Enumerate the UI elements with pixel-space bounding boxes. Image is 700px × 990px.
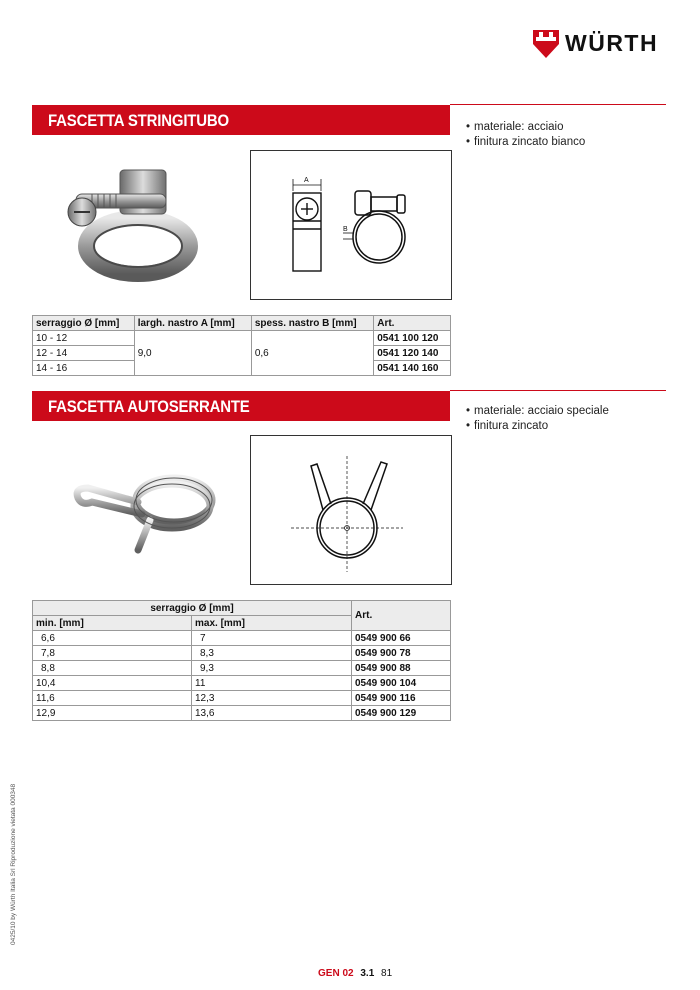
section-header-autoserrante <box>32 391 450 421</box>
min-cell: 8,8 <box>33 661 192 676</box>
max-cell: 9,3 <box>192 661 352 676</box>
wurth-logo-mark-icon <box>531 28 561 60</box>
technical-drawing-stringitubo <box>250 150 452 300</box>
table-header-row <box>33 601 451 616</box>
max-cell: 7 <box>192 631 352 646</box>
table-header-row <box>33 316 451 331</box>
wurth-logo <box>531 28 671 62</box>
product-photo-autoserrante <box>68 458 228 568</box>
product-photo-stringitubo <box>62 150 212 290</box>
min-cell: 7,8 <box>33 646 192 661</box>
thickness-b-cell: 0,6 <box>251 331 373 376</box>
features-list <box>466 120 585 150</box>
svg-text:A: A <box>304 177 309 184</box>
copyright-note: 0425/10 by Würth Italia Srl Riproduzione vietata 000348 <box>10 783 17 945</box>
table-row <box>33 631 451 646</box>
art-cell: 0549 900 88 <box>352 661 451 676</box>
section-title: FASCETTA STRINGITUBO <box>48 111 229 130</box>
feature-item: • finitura zincato <box>466 420 549 432</box>
feature-item: • materiale: acciaio speciale <box>466 405 609 417</box>
section-title: FASCETTA AUTOSERRANTE <box>48 397 250 416</box>
art-cell: 0549 900 78 <box>352 646 451 661</box>
table-row <box>33 706 451 721</box>
min-cell: 12,9 <box>33 706 192 721</box>
svg-text:B: B <box>343 226 348 233</box>
max-cell: 11 <box>192 676 352 691</box>
art-cell: 0541 140 160 <box>374 361 451 376</box>
column-header: max. [mm] <box>192 616 352 631</box>
section-header-stringitubo <box>32 105 450 135</box>
width-a-cell: 9,0 <box>134 331 251 376</box>
art-cell: 0549 900 116 <box>352 691 451 706</box>
page-number: 81 <box>381 968 393 979</box>
max-cell: 13,6 <box>192 706 352 721</box>
min-cell: 6,6 <box>33 631 192 646</box>
min-cell: 10,4 <box>33 676 192 691</box>
autoserrante-spec-table <box>32 600 451 721</box>
brand-name: WÜRTH <box>565 30 659 56</box>
art-cell: 0541 100 120 <box>374 331 451 346</box>
column-header: Art. <box>374 316 451 331</box>
feature-item: • finitura zincato bianco <box>466 136 586 148</box>
art-cell: 0541 120 140 <box>374 346 451 361</box>
table-row <box>33 331 451 346</box>
features-list <box>466 404 609 434</box>
table-row <box>33 691 451 706</box>
range-cell: 10 - 12 <box>33 331 135 346</box>
column-header: Art. <box>352 601 451 631</box>
column-header: largh. nastro A [mm] <box>134 316 251 331</box>
max-cell: 8,3 <box>192 646 352 661</box>
section-divider <box>450 390 666 391</box>
table-row <box>33 661 451 676</box>
page-footer <box>318 968 392 979</box>
spring-clamp-drawing-icon <box>251 436 451 584</box>
table-row <box>33 676 451 691</box>
technical-drawing-autoserrante <box>250 435 452 585</box>
spring-clamp-icon <box>68 458 228 568</box>
section-number: 3.1 <box>360 968 375 979</box>
range-cell: 14 - 16 <box>33 361 135 376</box>
group-header: serraggio Ø [mm] <box>33 601 352 616</box>
clamp-dimension-drawing-icon <box>251 151 451 299</box>
hose-clamp-icon <box>62 150 212 290</box>
art-cell: 0549 900 104 <box>352 676 451 691</box>
table-row <box>33 646 451 661</box>
section-divider <box>450 104 666 105</box>
art-cell: 0549 900 129 <box>352 706 451 721</box>
art-cell: 0549 900 66 <box>352 631 451 646</box>
stringitubo-spec-table <box>32 315 451 376</box>
min-cell: 11,6 <box>33 691 192 706</box>
catalog-code: GEN 02 <box>318 968 354 979</box>
range-cell: 12 - 14 <box>33 346 135 361</box>
column-header: spess. nastro B [mm] <box>251 316 373 331</box>
feature-item: • materiale: acciaio <box>466 121 564 133</box>
column-header: serraggio Ø [mm] <box>33 316 135 331</box>
max-cell: 12,3 <box>192 691 352 706</box>
column-header: min. [mm] <box>33 616 192 631</box>
